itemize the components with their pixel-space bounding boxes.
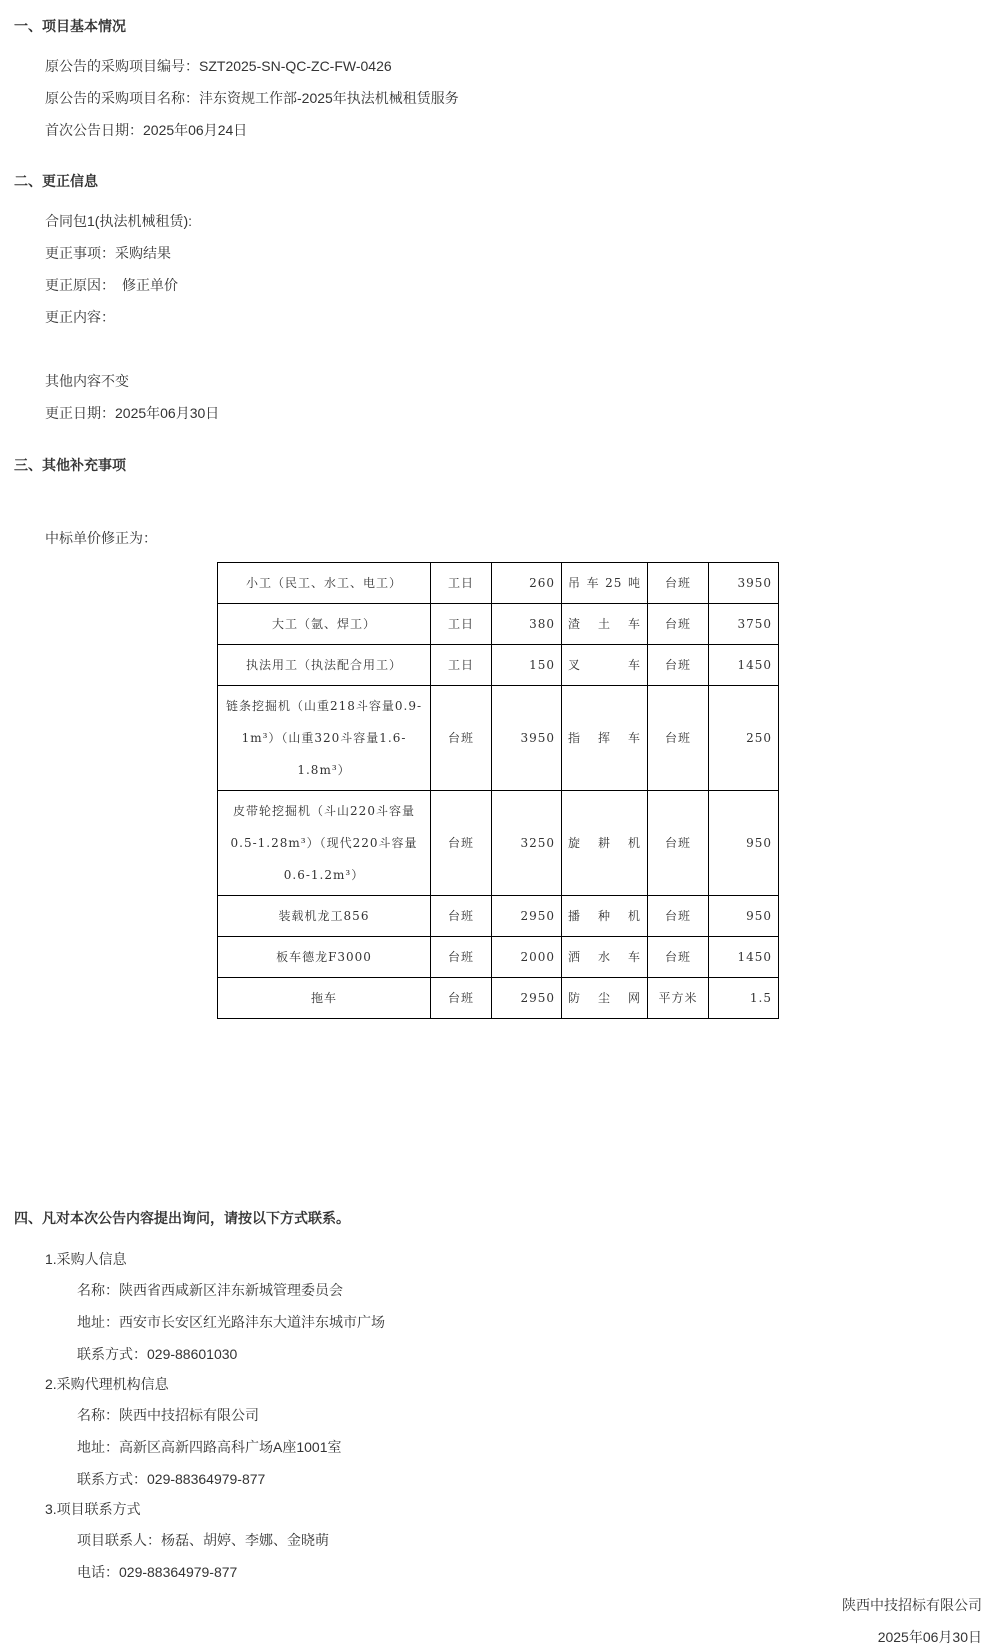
project-contact-people: 项目联系人：杨磊、胡婷、李娜、金晓萌: [77, 1532, 329, 1548]
item-unit-cell: 工日: [431, 563, 492, 604]
table-row: [218, 937, 779, 978]
item-name-cell: 拖车: [218, 978, 431, 1019]
equipment-price-cell: 950: [709, 896, 779, 937]
item-price-cell: 2000: [492, 937, 562, 978]
equipment-unit-cell: 台班: [648, 645, 709, 686]
agency-phone: 联系方式：029-88364979-877: [77, 1471, 266, 1487]
item-price-cell: 2950: [492, 978, 562, 1019]
section-4-heading: 四、凡对本次公告内容提出询问，请按以下方式联系。: [14, 1210, 350, 1226]
project-contact-title: 3.项目联系方式: [45, 1501, 141, 1517]
equipment-unit-cell: 台班: [648, 604, 709, 645]
item-name-cell: 板车德龙F3000: [218, 937, 431, 978]
signature-date: 2025年06月30日: [877, 1629, 982, 1645]
equipment-price-cell: 250: [709, 686, 779, 791]
agency-address: 地址：高新区高新四路高科广场A座1001室: [77, 1439, 342, 1455]
item-price-cell: 380: [492, 604, 562, 645]
first-announcement-date: 首次公告日期：2025年06月24日: [45, 122, 248, 138]
agency-info-title: 2.采购代理机构信息: [45, 1376, 169, 1392]
unit-price-table: [217, 562, 779, 1019]
item-price-cell: 150: [492, 645, 562, 686]
item-name-cell: 装载机龙工856: [218, 896, 431, 937]
equipment-price-cell: 1.5: [709, 978, 779, 1019]
table-row: [218, 604, 779, 645]
equipment-unit-cell: 台班: [648, 937, 709, 978]
table-row: [218, 563, 779, 604]
equipment-name-cell: 播种机: [562, 896, 648, 937]
item-price-cell: 3950: [492, 686, 562, 791]
item-price-cell: 3250: [492, 791, 562, 896]
table-row: [218, 978, 779, 1019]
item-unit-cell: 台班: [431, 791, 492, 896]
equipment-price-cell: 950: [709, 791, 779, 896]
equipment-unit-cell: 台班: [648, 791, 709, 896]
equipment-name-cell: 旋耕机: [562, 791, 648, 896]
equipment-name-cell: 吊车25吨: [562, 563, 648, 604]
correction-date: 更正日期：2025年06月30日: [45, 405, 220, 421]
item-unit-cell: 台班: [431, 896, 492, 937]
purchaser-phone: 联系方式：029-88601030: [77, 1346, 238, 1362]
item-unit-cell: 台班: [431, 686, 492, 791]
original-project-name: 原公告的采购项目名称：沣东资规工作部-2025年执法机械租赁服务: [45, 90, 459, 106]
purchaser-address: 地址：西安市长安区红光路沣东大道沣东城市广场: [77, 1314, 385, 1330]
table-row: [218, 896, 779, 937]
purchaser-name: 名称：陕西省西咸新区沣东新城管理委员会: [77, 1282, 343, 1298]
price-revision-intro: 中标单价修正为：: [45, 530, 157, 546]
other-content-unchanged: 其他内容不变: [45, 373, 129, 389]
equipment-price-cell: 1450: [709, 937, 779, 978]
equipment-unit-cell: 平方米: [648, 978, 709, 1019]
equipment-price-cell: 3750: [709, 604, 779, 645]
contract-package: 合同包1(执法机械租赁):: [45, 213, 192, 229]
section-1-heading: 一、项目基本情况: [14, 18, 126, 34]
correction-reason: 更正原因： 修正单价: [45, 277, 178, 293]
item-unit-cell: 工日: [431, 604, 492, 645]
item-price-cell: 260: [492, 563, 562, 604]
item-name-cell: 皮带轮挖掘机（斗山220斗容量0.5-1.28m³）（现代220斗容量0.6-1.2m³）: [218, 791, 431, 896]
equipment-unit-cell: 台班: [648, 686, 709, 791]
item-name-cell: 链条挖掘机（山重218斗容量0.9-1m³）（山重320斗容量1.6-1.8m³）: [218, 686, 431, 791]
equipment-name-cell: 指挥车: [562, 686, 648, 791]
item-unit-cell: 台班: [431, 978, 492, 1019]
equipment-name-cell: 防尘网: [562, 978, 648, 1019]
signature-company: 陕西中技招标有限公司: [842, 1597, 982, 1613]
section-3-heading: 三、其他补充事项: [14, 457, 126, 473]
item-unit-cell: 台班: [431, 937, 492, 978]
item-name-cell: 小工（民工、水工、电工）: [218, 563, 431, 604]
equipment-unit-cell: 台班: [648, 896, 709, 937]
equipment-price-cell: 1450: [709, 645, 779, 686]
table-row: [218, 645, 779, 686]
purchaser-info-title: 1.采购人信息: [45, 1251, 127, 1267]
equipment-name-cell: 叉车: [562, 645, 648, 686]
correction-item: 更正事项：采购结果: [45, 245, 171, 261]
equipment-name-cell: 渣土车: [562, 604, 648, 645]
agency-name: 名称：陕西中技招标有限公司: [77, 1407, 259, 1423]
table-row: [218, 686, 779, 791]
original-project-number: 原公告的采购项目编号：SZT2025-SN-QC-ZC-FW-0426: [45, 58, 392, 74]
item-unit-cell: 工日: [431, 645, 492, 686]
correction-content-label: 更正内容：: [45, 309, 115, 325]
item-name-cell: 执法用工（执法配合用工）: [218, 645, 431, 686]
item-name-cell: 大工（氩、焊工）: [218, 604, 431, 645]
equipment-unit-cell: 台班: [648, 563, 709, 604]
equipment-name-cell: 洒水车: [562, 937, 648, 978]
project-contact-phone: 电话：029-88364979-877: [77, 1564, 238, 1580]
section-2-heading: 二、更正信息: [14, 173, 98, 189]
item-price-cell: 2950: [492, 896, 562, 937]
equipment-price-cell: 3950: [709, 563, 779, 604]
table-row: [218, 791, 779, 896]
